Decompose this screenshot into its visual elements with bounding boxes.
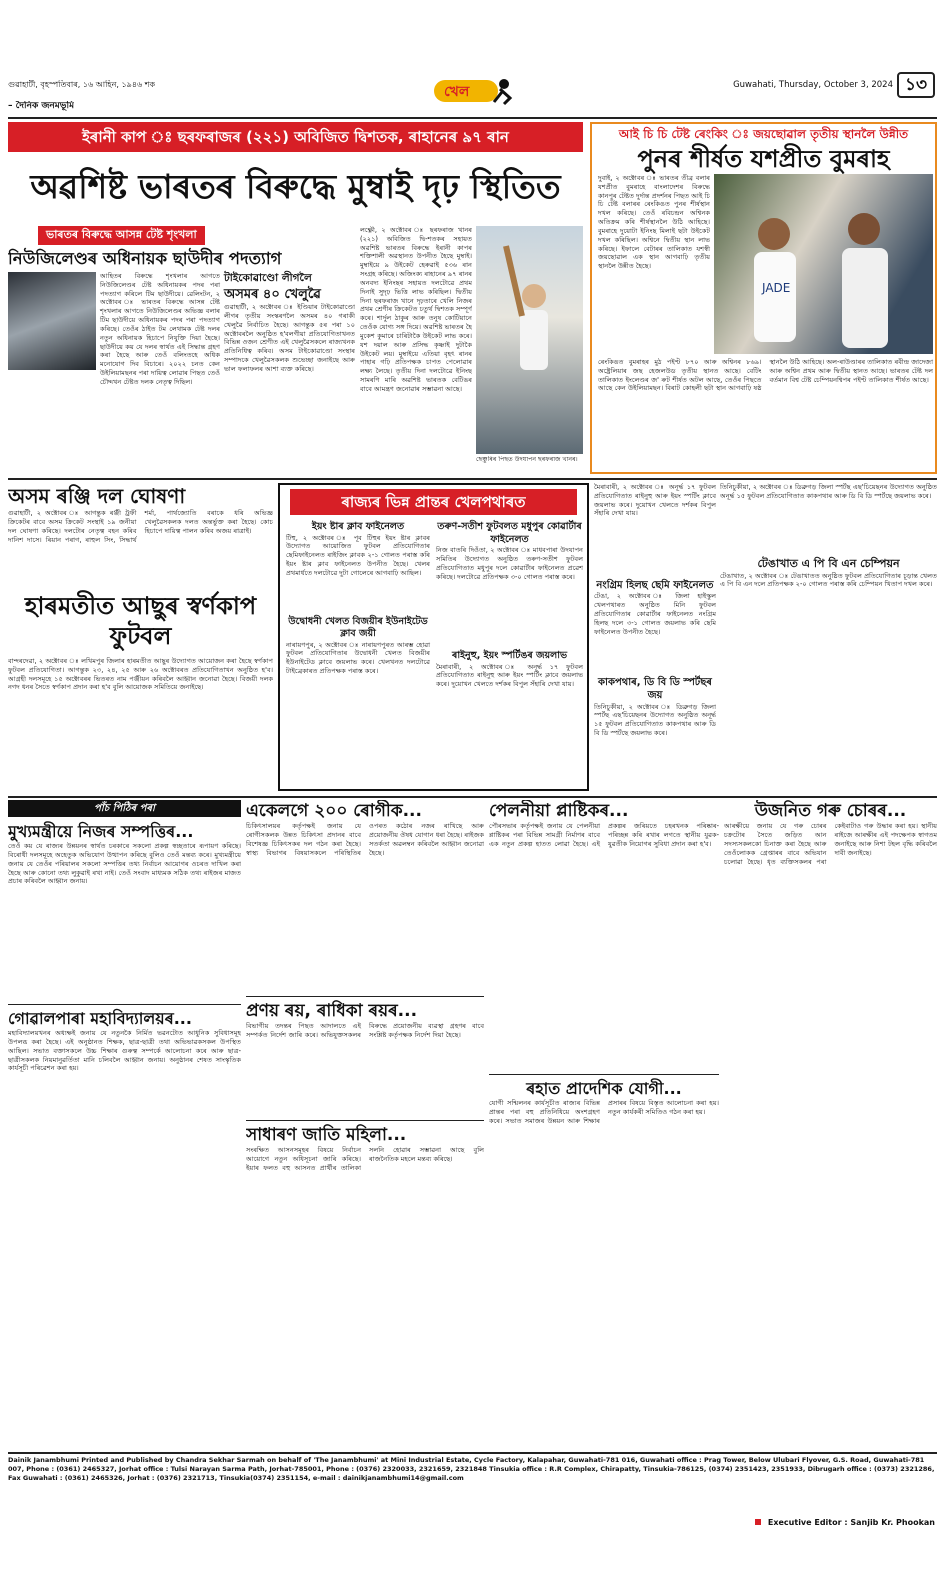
states-item-4-body: মৈৰাবাৰী, ২ অক্টোবৰ ঃ অনূৰ্দ্ধ ১৭ ফুটবল প্ৰতিযোগিতাত ৰাইনুহু আৰু ইয়ং স্পৰ্টিং ক্লাবে জয়লাভ কৰে। দুয়োখন খেলতে দৰ্শকৰ বিপুল সঁহাৰি দেখা যায়। xyxy=(436,662,583,689)
rule-patients xyxy=(246,996,484,997)
states-headline: ৰাজ্যৰ ভিন্ন প্ৰান্তৰ খেলপথাৰত xyxy=(290,489,577,515)
harmati-body: বান্দৰদেৱা, ২ অক্টোবৰ ঃ লখিমপুৰ জিলাৰ হাৰমতীত আছুৰ উদ্যোগত আয়োজন কৰা হৈছে স্বৰ্ণকাপ ফুটবল প্ৰতিযোগিতা। আগন্তুক ২৩, ২৪, ২৫ আৰু ২৬ অক্টোবৰত প্ৰতিযোগিতাখন অনুষ্ঠিত হ'ব। আগ্ৰহী দলসমূহে ১৫ অক্টোবৰৰ ভিতৰত নাম পঞ্জীয়ন কৰিবলৈ আহ্বান জনোৱা হৈছে। বিজয়ী দলক নগদ ধনৰ সৈতে স্বৰ্ণকাপ প্ৰদান কৰা হ'ব বুলি আয়োজক সমিতিয়ে জনাইছে। xyxy=(8,657,273,692)
kakpathar-body: তিনিচুকীয়া, ২ অক্টোবৰ ঃ ডিব্ৰুগড় জিলা স্পৰ্টছ এছ'চিয়েছনৰ উদ্যোগত অনুষ্ঠিত অনূৰ্দ্ধ ১৫ ফুটবল প্ৰতিযোগিতাত কাকপথাৰ আৰু ডি বি ডি স্পৰ্টছে জয়লাভ কৰে। xyxy=(594,702,716,738)
tiger-kicker: টাইকোৱাণ্ডো লীগলৈ xyxy=(224,272,312,284)
southee-photo xyxy=(8,272,96,370)
states-item-2-body: নিজ বাতৰি দিওঁতা, ২ অক্টোবৰ ঃ মাধবপাৰা উদযাপন সমিতিৰ উদ্যোগত অনুষ্ঠিত তৰুণ-সতীশ ফুটবল প্ৰতিযোগিতাত মধুপুৰ দলে কোৱাৰ্টাৰ ফাইনেলত প্ৰৱেশ কৰিছে। দলটোৱে প্ৰতিপক্ষক ৩-০ গোলত পৰাস্ত কৰে। xyxy=(436,546,583,581)
mid-right-col-a xyxy=(594,483,716,791)
editor-name: Sanjib Kr. Phookan xyxy=(850,1518,935,1527)
yogi-story xyxy=(489,1078,719,1448)
ranji-body: গুৱাহাটী, ২ অক্টোবৰ ঃ আগন্তুক ৰঞ্জী ট্ৰফী ক্ৰিকেটৰ বাবে অসম ক্ৰিকেট সংস্থাই ১৯ জনীয়া দল ঘোষণা কৰিছে। দলটোৰ নেতৃত্ব বহন কৰিব দানিশ দাসে। ৰিয়ান পৰাগ, ৰাহুল সিং, সিদ্ধাৰ্থ শৰ্মা, পাৰ্থজ্যোতি বৰাকে ধৰি অভিজ্ঞ খেলুৱৈসকলক দলত অন্তৰ্ভুক্ত কৰা হৈছে। কোচ হিচাপে দায়িত্ব পালন কৰিব অজয় ৰাত্ৰাই। xyxy=(8,509,273,544)
patients-body: চিকিৎসালয়ৰ কৰ্তৃপক্ষই জনায় যে ৰোগীসকলক উন্নত চিকিৎসা প্ৰদানৰ বাবে বিশেষজ্ঞ চিকিৎসকৰ দল গঠন কৰা হৈছে। স্বাস্থ্য বিভাগৰ বিষয়াসকলে পৰিস্থিতিৰ ওপৰত কঠোৰ নজৰ ৰাখিছে আৰু প্ৰয়োজনীয় ঔষধ যোগান ধৰা হৈছে। ৰাইজক সতৰ্কতা অৱলম্বন কৰিবলৈ আহ্বান জনোৱা হৈছে। xyxy=(246,822,484,857)
plastic-headline: পেলনীয়া প্লাষ্টিকৰ... xyxy=(489,801,629,821)
sarfaraz-photo xyxy=(476,226,583,454)
patients-headline: একেলগে ২০০ ৰোগীক... xyxy=(246,801,422,821)
ranji-story xyxy=(8,483,273,579)
footer-editor xyxy=(755,1518,935,1529)
kakpathar-headline: কাকপথাৰ, ডি বি ডি স্পৰ্টছৰ জয় xyxy=(598,677,712,702)
nz-body: আহিতৰ বিৰুদ্ধে শৃংখলাৰ আগতে নিউজিলেণ্ডৰ টেষ্ট অধিনায়কৰ পদৰ পৰা পদত্যাগ কৰিলে টিম ছাউদীয়ে। ৱেলিংটন, ২ অক্টোবৰ ঃ ভাৰতৰ বিৰুদ্ধে আসন্ন টেষ্ট শৃংখলাৰ আগতে নিউজিলেণ্ডৰ অভিজ্ঞ বলাৰ টিম ছাউদীয়ে অধিনায়কৰ পদৰ পৰা পদত্যাগ কৰিছে। তেওঁৰ ঠাইত টম লেথামক টেষ্ট দলৰ নতুন অধিনায়ক হিচাপে নিযুক্তি দিয়া হৈছে। ছাউদীয়ে কয় যে দলৰ স্বাৰ্থত এই সিদ্ধান্ত গ্ৰহণ কৰা হৈছে আৰু তেওঁ বলিংতহে অধিক মনোযোগ দিব বিচাৰে। ২০২২ চনত কেন উইলিয়ামছনৰ পৰা দায়িত্ব লোৱাৰ পিছত তেওঁ চৌদ্দখন টেষ্টত দলক নেতৃত্ব দিছিল। xyxy=(100,272,220,386)
lead-body: লক্ষ্ণৌ, ২ অক্টোবৰ ঃ ছৰফৰাজ খানৰ (২২১) অবিজিত দ্বি-শতকৰ সহায়ত অৱশিষ্ট ভাৰতৰ বিৰুদ্ধে ইৰানী কাপৰ শক্তিশালী অৱস্থানত উপনীত হৈছে মুম্বাই। মুম্বাইয়ে ৯ উইকেট হেৰুৱাই ৫৩৬ ৰান সংগ্ৰহ কৰিছে। অজিংক্য ৰাহানেৰ ৯৭ ৰানৰ অনবদ্য ইনিংছৰ সহায়ত দলটোৱে প্ৰথম দিনাই সুদৃঢ় ভিত্তি লাভ কৰিছিল। দ্বিতীয় দিনা ছৰফৰাজ খানে দৃঢ়তাৰে খেলি নিজৰ প্ৰথম শ্ৰেণীৰ ক্ৰিকেটত চতুৰ্থ দ্বিশতক সম্পূৰ্ণ কৰে। শাৰ্দুল ঠাকুৰ আৰু তনুষ কোটিয়ানে তেওঁক যোগ্য সঙ্গ দিয়ে। অৱশিষ্ট ভাৰতৰ হৈ মুকেশ কুমাৰে চাৰিটাকৈ উইকেট লাভ কৰে। যশ দয়াল আৰু প্ৰসিদ্ধ কৃষ্ণাই দুটাকৈ উইকেট লয়। মুম্বাইয়ে এতিয়া বৃহৎ ৰানৰ পাহাৰ গঢ়ি প্ৰতিপক্ষক চাপত পেলোৱাৰ লক্ষ্য লৈছে। তৃতীয় দিনা দলটোৱে ইনিংছ সামৰণি মাৰি অৱশিষ্ট ভাৰতক বেটিঙৰ বাবে আমন্ত্ৰণ জনোৱাৰ সম্ভাৱনা আছে। xyxy=(360,226,472,393)
batsman-icon xyxy=(476,226,583,454)
cattle-headline: উজনিত গৰু চোৰৰ... xyxy=(754,801,907,821)
bumrah-photo xyxy=(714,174,933,354)
states-item-4-title: ৰাইনুহু, ইয়ং স্পৰ্টিঙৰ জয়লাভ xyxy=(451,650,568,662)
rule-cm xyxy=(8,1004,241,1005)
love-headline: প্ৰণয় ৰয়, ৰাধিকা ৰয়ৰ... xyxy=(246,1001,418,1021)
goalpara-story xyxy=(8,1008,241,1448)
tiger-headline: অসমৰ ৪০ খেলুৱৈ xyxy=(224,286,321,302)
love-story xyxy=(246,1000,484,1120)
kakpathar-continued: তিনিচুকীয়া, ২ অক্টোবৰ ঃ ডিব্ৰুগড় জিলা স্পৰ্টছ এছ'চিয়েছনৰ উদ্যোগত অনুষ্ঠিত অনূৰ্দ্ধ ১৫ ফুটবল প্ৰতিযোগিতাত কাকপথাৰ আৰু ডি বি ডি স্পৰ্টছে জয়লাভ কৰে। xyxy=(720,483,937,500)
paper-name: – দৈনিক জনমভূমি xyxy=(8,101,75,111)
tiger-body: গুৱাহাটী, ২ অক্টোবৰ ঃ ইণ্ডিয়াৰ টাইকোৱাণ্ডো লীগৰ তৃতীয় সংস্কৰণলৈ অসমৰ ৪০ গৰাকী খেলুৱৈ নিৰ্বাচিত হৈছে। আগন্তুক ৫ৰ পৰা ১০ অক্টোবৰলৈ অনুষ্ঠিত হ'বলগীয়া প্ৰতিযোগিতাখনত বিভিন্ন ওজন শ্ৰেণীত এই খেলুৱৈসকলে ৰাজ্যখনক প্ৰতিনিধিত্ব কৰিব। অসম টাইকোৱাণ্ডো সংস্থাৰ সম্পাদকে খেলুৱৈসকলক শুভেচ্ছা জনাইছে আৰু ভাল ফলাফলৰ আশা ব্যক্ত কৰিছে। xyxy=(224,303,355,373)
women-body: সংৰক্ষিত আসনসমূহৰ বিষয়ে নিৰ্বাচন আয়োগে নতুন অধিসূচনা জাৰি কৰিছে। ইয়াৰ ফলত বহু আসনত প্ৰাৰ্থীৰ তালিকা সলনি হোৱাৰ সম্ভাৱনা আছে বুলি ৰাজনৈতিক মহলে মন্তব্য কৰিছে। xyxy=(246,1146,484,1173)
rule-love xyxy=(246,1120,484,1121)
bumrah-kicker: আই চি চি টেষ্ট ৰেংকিং ঃ জয়ছোৱাল তৃতীয় স্থানলৈ উন্নীত xyxy=(618,127,909,141)
states-col-left xyxy=(286,521,430,787)
cattle-story xyxy=(724,800,937,1448)
love-body: বিভাগীয় তদন্তৰ পিছত আদালতে এই সম্পৰ্কত নিৰ্দেশ জাৰি কৰে। অভিযুক্তসকলৰ বিৰুদ্ধে প্ৰয়োজনীয় ব্যৱস্থা গ্ৰহণৰ বাবে সংশ্লিষ্ট কৰ্তৃপক্ষক নিৰ্দেশ দিয়া হৈছে। xyxy=(246,1022,484,1040)
states-col-right xyxy=(436,521,583,787)
patients-story xyxy=(246,800,484,995)
yogi-headline: ৰহাত প্ৰাদেশিক যোগী... xyxy=(526,1079,682,1098)
plastic-body: পৌৰসভাৰ কৰ্তৃপক্ষই জনায় যে পেলনীয়া প্লাষ্টিকৰ পৰা বিভিন্ন সামগ্ৰী নিৰ্মাণৰ বাবে এক নতুন প্ৰকল্প হাতত লোৱা হৈছে। এই প্ৰকল্পৰ জৰিয়তে চহৰখনক পৰিষ্কাৰ-পৰিচ্ছন্ন কৰি ৰখাৰ লগতে স্থানীয় যুৱক-যুৱতীক নিয়োগৰ সুবিধা প্ৰদান কৰা হ'ব। xyxy=(489,822,719,849)
ranji-headline: অসম ৰঞ্জি দল ঘোষণা xyxy=(8,484,186,508)
mid-right-col-b xyxy=(720,483,937,791)
football-continued: মৈৰাবাৰী, ২ অক্টোবৰ ঃ অনূৰ্দ্ধ ১৭ ফুটবল প্ৰতিযোগিতাত ৰাইনুহু আৰু ইয়ং স্পৰ্টিং ক্লাবে জয়লাভ কৰে। দুয়োখন খেলতে দৰ্শকৰ বিপুল সঁহাৰি দেখা যায়। xyxy=(594,483,716,518)
svg-text:JADE: JADE xyxy=(762,281,791,295)
logo-text: খেল xyxy=(444,84,470,100)
cattle-body: আৰক্ষীয়ে জনায় যে গৰু চোৰৰ চক্ৰটোৰ সৈতে জড়িত আন সদস্যসকলকো চিনাক্ত কৰা হৈছে আৰু তেওঁলোকক গ্ৰেপ্তাৰৰ বাবে অভিযান চলোৱা হৈছে। ধৃত ব্যক্তিসকলৰ পৰা কেইবাটাও গৰু উদ্ধাৰ কৰা হয়। স্থানীয় ৰাইজে আৰক্ষীৰ এই পদক্ষেপক স্বাগতম জনাইছে আৰু নিশা টহল বৃদ্ধি কৰিবলৈ দাবী জনাইছে। xyxy=(724,822,937,866)
header-date-english: Guwahati, Thursday, October 3, 2024 xyxy=(733,80,893,90)
players-icon xyxy=(714,174,933,354)
goalpara-headline: গোৱালপাৰা মহাবিদ্যালয়ৰ... xyxy=(8,1009,192,1028)
bumrah-body-bottom: ৰেংকিঙত বুমৰাহৰ মুঠ পইণ্ট ৮৭০ আৰু অশ্বিনৰ ৮৬৯। অষ্ট্ৰেলিয়াৰ জছ হেজলউড তৃতীয় স্থানত আছে। বেটিং তালিকাত ইংলেণ্ডৰ জ' ৰুট শীৰ্ষত অটল আছে, তেওঁৰ পিছতে আছে কেন উইলিয়ামছন। বিৰাট কোহলী ছটা স্থান আগবাঢ়ি ষষ্ঠ স্থানলৈ উঠি আহিছে। অল-ৰাউণ্ডাৰৰ তালিকাত ৰবীন্দ্ৰ জাদেজা আৰু অশ্বিন প্ৰথম আৰু দ্বিতীয় স্থানত আছে। ভাৰতৰ টেষ্ট দল বৰ্তমান বিশ্ব টেষ্ট চেম্পিয়নশ্বিপৰ পইণ্ট তালিকাত শীৰ্ষত আছে। xyxy=(598,358,933,393)
states-item-3-title: উদ্বোধনী খেলত বিজয়ীৰ ইউনাইটেড ক্লাব জয়ী xyxy=(288,615,428,640)
lead-kicker: ইৰানী কাপ ঃ ছৰফৰাজৰ (২২১) অবিজিত দ্বিশতক, ৰাহানেৰ ৯৭ ৰান xyxy=(8,122,583,152)
harmati-headline: হাৰমতীত আছুৰ স্বৰ্ণকাপ ফুটবল xyxy=(24,592,257,650)
editor-label: Executive Editor : xyxy=(767,1518,848,1527)
footer-imprint: Dainik Janambhumi Printed and Published by Chandra Sekhar Sarmah on behalf of 'The Janambhumi' at Mini Industrial Estate, Cycle Factory, Kalapahar, Guwahati-781 016, Guwahati office : Prag Tower, Below Ulubari Flyover, G.S. Road, Guwahati-781 007, Phone : (0361) 2465327, Jorhat office : Tulsi Narayan Sarma Path, Jorhat-785001, Phone : (0376) 2320033, 2321659, 2321848 Tinsukia office : R.R Complex, Chirapatty, Tinsukia-786125, (0374) 2351423, 2351933, Dibrugarh office : (0373) 2321286, Fax Guwahati : (0361) 2465326, Jorhat : (0376) 2321713, Tinsukia(0374) 2351154, e-mail : dainikjanambhumi14@gmail.com xyxy=(8,1456,935,1482)
bumrah-body-top: দুবাই, ২ অক্টোবৰ ঃ ভাৰতৰ তীব্ৰ বলাৰ যশপ্ৰীত বুমৰাহে বাংলাদেশৰ বিৰুদ্ধে কানপুৰ টেষ্টত দুৰ্দান্ত প্ৰদৰ্শনৰ পিছত আই চি চি টেষ্ট বলাৰৰ ৰেংকিঙত পুনৰ শীৰ্ষস্থান দখল কৰিছে। তেওঁ ৰবিচন্দ্ৰন অশ্বিনক অতিক্ৰম কৰি শীৰ্ষস্থানলৈ উঠি আহিছে। বুমৰাহে দুয়োটা ইনিংছ মিলাই ছটা উইকেট দখল কৰিছিল। অশ্বিনে দ্বিতীয় স্থান লাভ কৰিছে। ইফালে বেটাৰৰ তালিকাত যশস্বী জয়ছোৱাল এক স্থান আগবাঢ়ি তৃতীয় স্থানলৈ উন্নীত হৈছে। xyxy=(598,174,710,271)
harmati-story xyxy=(8,585,273,791)
states-box xyxy=(278,483,589,791)
nz-headline: নিউজিলেণ্ডৰ অধিনায়ক ছাউদীৰ পদত্যাগ xyxy=(8,248,282,268)
nz-kicker: ভাৰতৰ বিৰুদ্ধে আসন্ন টেষ্ট শৃংখলা xyxy=(38,226,205,245)
rule-mid-2 xyxy=(8,796,937,798)
bumrah-headline: পুনৰ শীৰ্ষত যশপ্ৰীত বুমৰাহ xyxy=(637,144,890,173)
states-item-2-title: তৰুণ-সতীশ ফুটবলত মধুপুৰ কোৱাৰ্টাৰ ফাইনেলত xyxy=(437,521,582,545)
runner-icon xyxy=(430,74,516,108)
nongrim-body: টেঙা, ২ অক্টোবৰ ঃ জিলা হাইস্কুল খেলপথাৰত অনুষ্ঠিত মিনি ফুটবল প্ৰতিযোগিতাৰ কোৱাৰ্টাৰ ফাইনেলত নংগ্ৰিম হিলছ দলে ৩-১ গোলত জয়লাভ কৰি ছেমি ফাইনেলত উপনীত হৈছে। xyxy=(594,592,716,636)
section-logo xyxy=(430,74,516,108)
cm-headline: মুখ্যমন্ত্ৰীয়ে নিজৰ সম্পত্তিৰ... xyxy=(8,822,194,841)
tiger-story xyxy=(224,272,355,470)
goalpara-body: মহাবিদ্যালয়খনৰ অধ্যক্ষই জনায় যে নতুনকৈ নিৰ্মিত ভৱনটোত আধুনিক সুবিধাসমূহ উপলব্ধ কৰা হৈছে। এই অনুষ্ঠানত শিক্ষক, ছাত্ৰ-ছাত্ৰী তথা অভিভাৱকসকল উপস্থিত আছিল। সভাত বক্তাসকলে উচ্চ শিক্ষাৰ গুৰুত্ব সম্পৰ্কে আলোচনা কৰে আৰু ছাত্ৰ-ছাত্ৰীসকলক নিয়মানুৱৰ্তিতা মানি চলিবলৈ আহ্বান জনায়। অনুষ্ঠানৰ শেষত সাংস্কৃতিক কাৰ্যসূচী পৰিৱেশন কৰা হয়। xyxy=(8,1029,241,1073)
cm-body: তেওঁ কয় যে ৰাজ্যৰ উন্নয়নৰ স্বাৰ্থত চৰকাৰে সকলো প্ৰকল্প স্বচ্ছতাৰে ৰূপায়ণ কৰিছে। বিৰোধী দলসমূহে অহেতুক অভিযোগ উত্থাপন কৰিছে বুলিও তেওঁ মন্তব্য কৰে। মুখ্যমন্ত্ৰীয়ে জনায় যে তেওঁৰ পৰিয়ালৰ সকলো সম্পত্তিৰ তথ্য নিৰ্বাচন আয়োগৰ ওচৰত দাখিল কৰা হৈছে আৰু কোনো তথ্য লুকুৱাই ৰখা নাই। তেওঁ সংবাদ মাধ্যমক সঠিক তথ্য ৰাইজৰ মাজত প্ৰচাৰ কৰিবলৈ আহ্বান জনায়। xyxy=(8,842,241,886)
section-label: পাঁচ পিঠিৰ পৰা xyxy=(8,800,241,817)
nongrim-headline: নংগ্ৰিম হিলছ ছেমি ফাইনেলত xyxy=(596,580,714,591)
lead-photo-caption: ছেঞ্চুৰিৰ পিছত উদযাপন ছৰফৰাজ খানৰ। xyxy=(476,456,578,463)
bumrah-story xyxy=(590,122,937,474)
women-story xyxy=(246,1124,484,1448)
header-rule xyxy=(8,117,937,119)
champion-headline: টেঙাখাত এ পি বি এন চেম্পিয়ন xyxy=(757,557,900,570)
footer-rule xyxy=(8,1452,937,1454)
square-bullet-icon xyxy=(755,1519,761,1525)
nz-story xyxy=(8,226,355,474)
page-number: ১৩ xyxy=(897,72,935,98)
plastic-story xyxy=(489,800,719,1070)
states-item-1-title: ইয়ং ষ্টাৰ ক্লাব ফাইনেলত xyxy=(311,521,405,532)
champion-body: টেঙাখাত, ২ অক্টোবৰ ঃ টেঙাখাতত অনুষ্ঠিত ফুটবল প্ৰতিযোগিতাৰ চূড়ান্ত খেলত এ পি বি এন দলে প্ৰতিপক্ষক ২-০ গোলত পৰাস্ত কৰি চেম্পিয়ন খিতাপ দখল কৰে। xyxy=(720,571,937,589)
states-item-1-body: টিহু, ২ অক্টোবৰ ঃ পূব টিহুৰ ইয়ং ষ্টাৰ ক্লাবৰ উদ্যোগত আয়োজিত ফুটবল প্ৰতিযোগিতাৰ ছেমিফাইনেলত ৰাইজিং ক্লাবক ২-১ গোলত পৰাস্ত কৰি ইয়ং ষ্টাৰ ক্লাব ফাইনেলত উপনীত হৈছে। খেলৰ প্ৰথমাৰ্ধতে দলটোৱে দুটা গোলেৰে আগবাঢ়ি আছিল। xyxy=(286,533,430,577)
yogi-body: যোগী সন্মিলনৰ কাৰ্যসূচীত ৰাজ্যৰ বিভিন্ন প্ৰান্তৰ পৰা বহু প্ৰতিনিধিয়ে অংশগ্ৰহণ কৰে। সভাত সমাজৰ উন্নয়ন আৰু শিক্ষাৰ প্ৰসাৰৰ বিষয়ে বিস্তৃত আলোচনা কৰা হয়। নতুন কাৰ্যকৰী সমিতিও গঠন কৰা হয়। xyxy=(489,1099,719,1125)
lead-headline: অৱশিষ্ট ভাৰতৰ বিৰুদ্ধে মুম্বাই দৃঢ় স্থিতিত xyxy=(30,167,561,206)
women-headline: সাধাৰণ জাতি মহিলা... xyxy=(246,1125,407,1145)
states-item-3-body: নাৰায়ণপুৰ, ২ অক্টোবৰ ঃ নাৰায়ণপুৰত আৰম্ভ হোৱা ফুটবল প্ৰতিযোগিতাৰ উদ্বোধনী খেলত বিজয়ীৰ ইউনাইটেড ক্লাবে জয়লাভ কৰে। খেলখনত দলটোৱে টাইব্ৰেকাৰত প্ৰতিপক্ষক পৰাস্ত কৰে। xyxy=(286,640,430,676)
header-date-assamese: গুৱাহাটী, বৃহস্পতিবাৰ, ১৬ আহিন, ১৯৪৬ শক xyxy=(8,80,156,89)
rule-mid-1 xyxy=(8,478,937,480)
rule-plastic xyxy=(489,1074,719,1075)
